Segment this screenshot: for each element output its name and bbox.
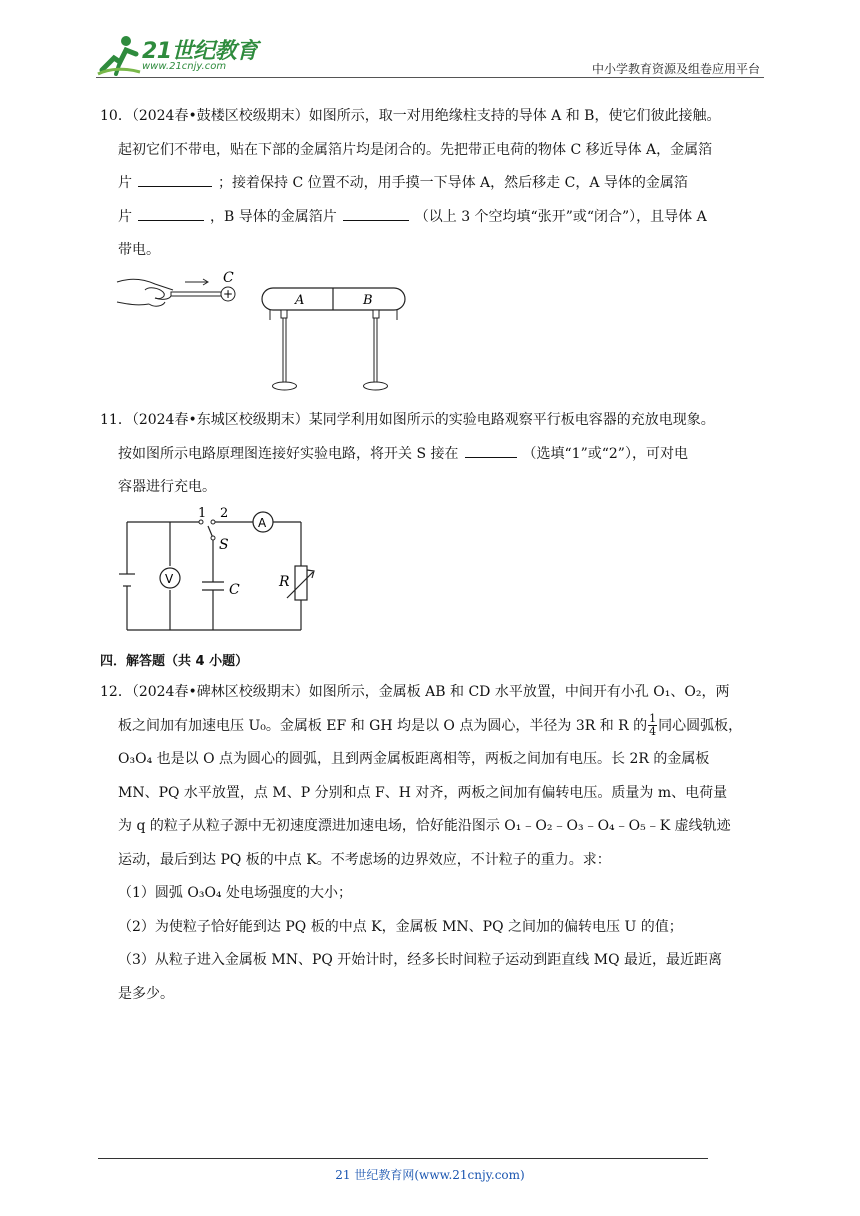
header-divider — [96, 77, 764, 78]
label-resistor: R — [279, 574, 290, 590]
footer-divider — [98, 1158, 708, 1159]
q11-line3: 容器进行充电。 — [118, 479, 216, 495]
terminal-2 — [211, 520, 215, 524]
plus-sign: + — [223, 287, 234, 301]
question-11 — [100, 404, 764, 505]
answer-blank-3[interactable] — [343, 206, 409, 221]
logo-url: www.21cnjy.com — [142, 61, 227, 72]
page-header — [96, 30, 764, 80]
section-heading: 四．解答题（共 4 小题） — [100, 654, 249, 669]
logo-text: 21世纪教育 — [142, 39, 258, 64]
q11-line2 — [100, 438, 764, 472]
q10-line4-b: ，B 导体的金属箔片 — [210, 208, 337, 225]
q12-line2-b: 同心圆弧板， — [658, 717, 743, 734]
q10-line3 — [100, 167, 764, 201]
label-terminal-1: 1 — [198, 506, 207, 521]
label-b: B — [363, 293, 373, 308]
q10-line4 — [100, 201, 764, 235]
q12-line1: 12．（2024春•碑林区校级期末）如图所示，金属板 AB 和 CD 水平放置，中间开有小孔 O₁、O₂，两 — [100, 684, 730, 700]
logo — [96, 34, 266, 76]
q10-line4-c: （以上 3 个空均填“张开”或“闭合”），且导体 A — [414, 208, 707, 225]
label-voltmeter: V — [165, 572, 174, 586]
q12-line2 — [100, 710, 764, 744]
insulating-stands — [270, 310, 397, 390]
hand-icon — [117, 279, 173, 306]
q12-line6: 运动，最后到达 PQ 板的中点 K。不考虑场的边界效应，不计粒子的重力。求： — [118, 851, 611, 868]
label-switch: S — [219, 537, 229, 553]
label-terminal-2: 2 — [220, 506, 229, 521]
fraction-one-quarter — [648, 713, 657, 738]
q10-line4-a: 片 — [118, 208, 132, 225]
q10-line3-a: 片 — [118, 175, 132, 191]
q12-sub2: （2）为使粒子恰好能到达 PQ 板的中点 K，金属板 MN、PQ 之间加的偏转电压 U 的值； — [118, 918, 683, 935]
q11-line2-a: 按如图所示电路原理图连接好实验电路，将开关 S 接在 — [118, 445, 459, 462]
answer-blank-1[interactable] — [138, 172, 212, 187]
q12-line2-a: 板之间加有加速电压 U₀。金属板 EF 和 GH 均是以 O 点为圆心，半径为 3R 和 R 的 — [118, 717, 648, 734]
platform-name: 中小学教育资源及组卷应用平台 — [591, 62, 760, 76]
q12-sub1: （1）圆弧 O₃O₄ 处电场强度的大小； — [118, 885, 352, 901]
footer-text[interactable]: 21 世纪教育网(www.21cnjy.com) — [335, 1168, 525, 1182]
label-a: A — [295, 293, 305, 308]
q10-line5: 带电。 — [118, 242, 160, 258]
q10-line3-b: ；接着保持 C 位置不动，用手摸一下导体 A，然后移走 C，A 导体的金属箔 — [218, 175, 688, 191]
question-12 — [100, 676, 764, 1011]
q12-sub3b: 是多少。 — [118, 985, 174, 1002]
q12-sub3: （3）从粒子进入金属板 MN、PQ 开始计时，经多长时间粒子运动到距直线 MQ 最近，最近距离 — [118, 952, 723, 968]
q11-line1: 11．（2024春•东城区校级期末）某同学利用如图所示的实验电路观察平行板电容器的充放电现象。 — [100, 412, 715, 428]
label-ammeter: A — [258, 516, 267, 530]
question-10 — [100, 100, 764, 268]
answer-blank-2[interactable] — [138, 206, 204, 221]
rod — [171, 292, 221, 296]
switch-pivot — [211, 536, 215, 540]
fraction-numerator: 1 — [649, 712, 657, 725]
answer-blank-4[interactable] — [465, 443, 517, 458]
q10-line2: 起初它们不带电，贴在下部的金属箔片均是闭合的。先把带正电荷的物体 C 移近导体 A，金属箔 — [118, 141, 713, 158]
label-c: C — [223, 270, 234, 286]
q10-line1: 10．（2024春•鼓楼区校级期末）如图所示，取一对用绝缘柱支持的导体 A 和 B，使它们彼此接触。 — [100, 108, 721, 124]
q12-line3: O₃O₄ 也是以 O 点为圆心的圆弧，且到两金属板距离相等，两板之间加有电压。长 2R 的金属板 — [118, 751, 710, 767]
fraction-denominator: 4 — [649, 725, 657, 738]
label-capacitor: C — [229, 582, 240, 598]
q12-line5: 为 q 的粒子从粒子源中无初速度漂进加速电场，恰好能沿图示 O₁﹣O₂﹣O₃﹣O₄﹣O₅﹣K 虚线轨迹 — [118, 818, 731, 834]
q12-line4: MN、PQ 水平放置，点 M、P 分别和点 F、H 对齐，两板之间加有偏转电压。质量为 m、电荷量 — [118, 784, 728, 801]
figure-conductors-ab — [115, 268, 415, 396]
figure-capacitor-circuit — [115, 504, 315, 636]
q11-line2-b: （选填“1”或“2”），可对电 — [522, 445, 688, 462]
runner-logo-icon — [96, 34, 142, 76]
